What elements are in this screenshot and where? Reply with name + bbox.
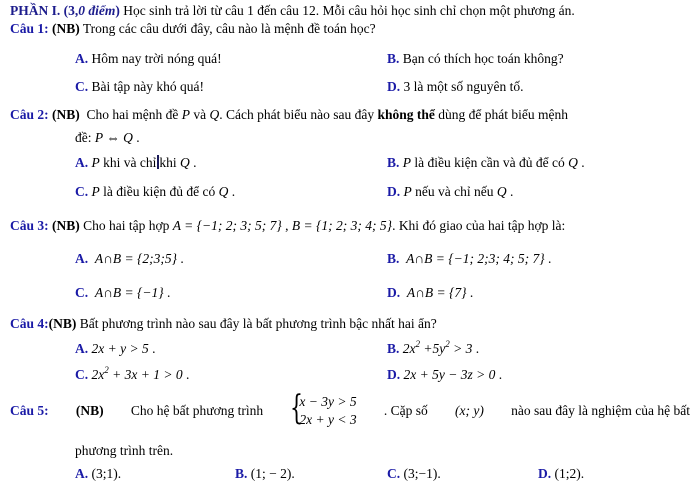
points-italic: 0 điểm xyxy=(78,3,116,18)
math-var: P xyxy=(91,155,100,170)
set-a: A = {−1; 2; 3; 5; 7} xyxy=(172,218,282,233)
math-var: P xyxy=(403,184,412,199)
option-2c xyxy=(75,184,235,200)
option-4c xyxy=(75,367,189,383)
option-3d xyxy=(387,285,473,301)
exponent: 2 xyxy=(415,339,421,349)
option-5b xyxy=(235,466,295,482)
math-expression: 2x + 5y − 3z > 0 xyxy=(403,367,496,382)
question-text: Cho hai tập hợp xyxy=(83,218,170,233)
punctuation: . xyxy=(291,466,295,481)
question-text: đề: xyxy=(75,130,92,145)
punctuation: . xyxy=(437,466,441,481)
option-letter: C. xyxy=(75,367,89,382)
punctuation: . xyxy=(475,341,480,356)
option-letter: D. xyxy=(387,184,401,199)
option-text: nếu và chỉ nếu xyxy=(415,184,494,199)
math-expression: A∩B = {−1} xyxy=(94,285,164,300)
points-close: ) xyxy=(115,3,120,18)
math-expression: (3;−1) xyxy=(403,466,438,481)
part-header xyxy=(10,3,575,19)
option-letter: B. xyxy=(387,155,400,170)
math-var: Q xyxy=(218,184,229,199)
question-3 xyxy=(10,218,565,234)
exponent: 2 xyxy=(104,365,109,375)
system-row: x − 3y > 5 xyxy=(299,394,357,409)
option-1d xyxy=(387,79,524,95)
punctuation: . xyxy=(180,251,184,266)
part-label: PHẦN I. xyxy=(10,3,61,18)
option-letter: A. xyxy=(75,155,89,170)
option-3a xyxy=(75,251,184,267)
option-letter: C. xyxy=(75,285,89,300)
punctuation: , xyxy=(285,218,289,233)
option-letter: D. xyxy=(387,285,401,300)
option-letter: B. xyxy=(235,466,248,481)
math-expression: A∩B = {2;3;5} xyxy=(94,251,178,266)
question-2-line2 xyxy=(75,130,140,146)
punctuation: . xyxy=(117,466,122,481)
question-text: dùng để phát biểu mệnh xyxy=(438,107,568,122)
option-3b xyxy=(387,251,551,267)
instruction-text: Học sinh trả lời từ câu 1 đến câu 12. Mỗi câu hỏi học sinh chỉ chọn một phương án. xyxy=(123,3,575,18)
punctuation: . xyxy=(548,251,552,266)
option-5a xyxy=(75,466,121,482)
option-text: 3 là một số nguyên tố. xyxy=(403,79,524,94)
option-letter: A. xyxy=(75,251,89,266)
option-text: khi xyxy=(159,155,177,170)
question-label: Câu 2: xyxy=(10,107,49,122)
emphasis-text: không thể xyxy=(377,107,435,122)
option-text: là điều kiện đủ để có xyxy=(103,184,216,199)
punctuation: . xyxy=(136,130,140,145)
option-text: khi và chỉ xyxy=(103,155,157,170)
math-var: Q xyxy=(209,107,220,122)
question-level: (NB) xyxy=(75,403,104,419)
question-2 xyxy=(10,107,568,123)
question-level: (NB) xyxy=(52,107,80,122)
math-expression: (1; − 2) xyxy=(250,466,292,481)
option-3c xyxy=(75,285,170,301)
question-5 xyxy=(10,388,690,429)
math-part: + 3x + 1 > 0 xyxy=(108,367,183,382)
option-1c xyxy=(75,79,204,95)
option-text: Bài tập này khó quá! xyxy=(91,79,204,94)
option-5d xyxy=(538,466,584,482)
system-row: 2x + y < 3 xyxy=(299,412,357,427)
option-letter: A. xyxy=(75,341,89,356)
question-4 xyxy=(10,316,437,332)
option-letter: D. xyxy=(387,79,401,94)
question-text: Cho hai mệnh đề xyxy=(86,107,179,122)
punctuation: . xyxy=(231,184,236,199)
question-text: Trong các câu dưới đây, câu nào là mệnh đề toán học? xyxy=(82,21,376,36)
question-text: nào sau đây là nghiệm của hệ bất xyxy=(511,403,690,419)
math-expression: (3;1) xyxy=(91,466,118,481)
option-2a xyxy=(75,155,197,171)
math-var: Q xyxy=(496,184,507,199)
math-part: > 3 xyxy=(449,341,473,356)
question-text: Bất phương trình nào sau đây là bất phương trình bậc nhất hai ẩn? xyxy=(79,316,437,331)
math-part: +5y xyxy=(420,341,446,356)
brace-icon: { xyxy=(290,388,304,428)
option-letter: C. xyxy=(387,466,401,481)
option-text: Bạn có thích học toán không? xyxy=(402,51,564,66)
exponent: 2 xyxy=(445,339,450,349)
option-letter: B. xyxy=(387,51,400,66)
option-2d xyxy=(387,184,513,200)
question-level: (NB) xyxy=(52,21,80,36)
math-expression xyxy=(92,367,183,382)
option-letter: A. xyxy=(75,466,89,481)
punctuation: . xyxy=(498,367,503,382)
option-letter: B. xyxy=(387,251,400,266)
punctuation: . xyxy=(185,367,190,382)
option-2b xyxy=(387,155,585,171)
question-label: Câu 4: xyxy=(10,316,49,331)
option-letter: C. xyxy=(75,184,89,199)
math-var: P xyxy=(181,107,190,122)
math-pair: (x; y) xyxy=(455,403,484,419)
option-letter: C. xyxy=(75,79,89,94)
option-1a xyxy=(75,51,222,67)
math-part: 2x xyxy=(91,367,105,382)
question-5-line2: phương trình trên. xyxy=(75,443,174,458)
punctuation: . xyxy=(152,341,156,356)
option-4d xyxy=(387,367,502,383)
option-letter: D. xyxy=(387,367,401,382)
punctuation: . xyxy=(193,155,197,170)
question-text: . Khi đó giao của hai tập hợp là: xyxy=(392,218,566,233)
math-expression: P ⇔ Q xyxy=(94,130,133,145)
math-var: Q xyxy=(568,155,578,170)
option-4a xyxy=(75,341,155,357)
inequality-system xyxy=(290,388,357,429)
question-5-line1 xyxy=(10,388,690,429)
math-var: P xyxy=(402,155,412,170)
option-letter: B. xyxy=(387,341,400,356)
math-expression: A∩B = {7} xyxy=(406,285,467,300)
option-letter: D. xyxy=(538,466,552,481)
option-text: Hôm nay trời nóng quá! xyxy=(91,51,222,66)
question-level: (NB) xyxy=(52,218,80,233)
set-b: B = {1; 2; 3; 4; 5} xyxy=(291,218,393,233)
question-label: Câu 1: xyxy=(10,21,49,36)
question-label: Câu 3: xyxy=(10,218,49,233)
points-open: (3, xyxy=(63,3,79,18)
option-letter: A. xyxy=(75,51,89,66)
math-expression: (1;2) xyxy=(554,466,581,481)
option-1b xyxy=(387,51,564,67)
question-text: Cho hệ bất phương trình xyxy=(130,403,264,419)
option-text: là điều kiện cần và đủ để có xyxy=(414,155,565,170)
question-text: . Cách phát biểu nào sau đây xyxy=(219,107,375,122)
math-part: 2x xyxy=(402,341,416,356)
question-label: Câu 5: xyxy=(10,403,49,419)
option-4b xyxy=(387,341,479,357)
punctuation: . xyxy=(167,285,171,300)
option-5c xyxy=(387,466,441,482)
punctuation: . xyxy=(581,155,585,170)
question-1 xyxy=(10,21,376,37)
punctuation: . xyxy=(469,285,474,300)
math-expression: A∩B = {−1; 2;3; 4; 5; 7} xyxy=(406,251,545,266)
math-var: P xyxy=(91,184,100,199)
math-expression: 2x + y > 5 xyxy=(91,341,149,356)
question-text: và xyxy=(193,107,207,122)
punctuation: . xyxy=(580,466,585,481)
punctuation: . xyxy=(509,184,514,199)
question-text: . Cặp số xyxy=(383,403,428,419)
math-var: Q xyxy=(180,155,190,170)
math-expression xyxy=(403,341,473,356)
question-level: (NB) xyxy=(48,316,77,331)
